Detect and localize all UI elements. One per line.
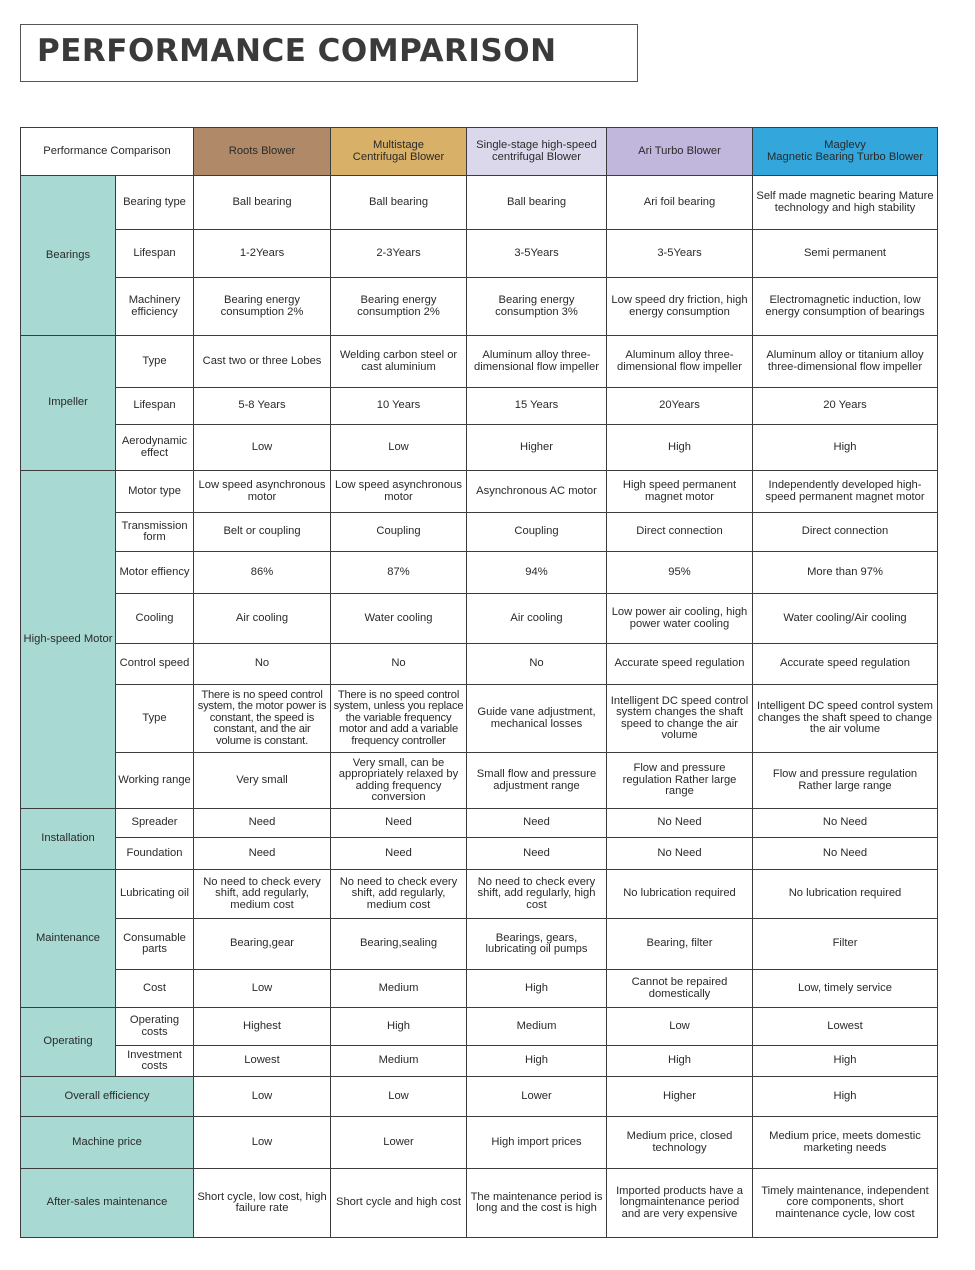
value-cell: Imported products have a longmaintenance period and are very expensive bbox=[607, 1169, 753, 1238]
value-cell: There is no speed control system, the motor power is constant, the speed is constant, and the air volume is constant. bbox=[194, 685, 331, 753]
value-cell: 20 Years bbox=[753, 388, 938, 425]
value-cell: Medium price, meets domestic marketing needs bbox=[753, 1117, 938, 1169]
value-cell: Guide vane adjustment, mechanical losses bbox=[467, 685, 607, 753]
value-cell: Need bbox=[467, 809, 607, 838]
header-line: Maglevy bbox=[824, 139, 866, 151]
table-row bbox=[21, 685, 938, 753]
value-cell: Aluminum alloy three-dimensional flow impeller bbox=[467, 336, 607, 388]
value-cell: High bbox=[753, 425, 938, 471]
value-cell: Coupling bbox=[331, 513, 467, 552]
value-cell: High bbox=[331, 1008, 467, 1046]
value-cell: Bearing, filter bbox=[607, 919, 753, 970]
header-line: Magnetic Bearing Turbo Blower bbox=[766, 150, 924, 163]
value-cell: Higher bbox=[467, 425, 607, 471]
subcategory-cell: Lifespan bbox=[116, 230, 194, 278]
value-cell: Short cycle and high cost bbox=[331, 1169, 467, 1238]
value-cell: High bbox=[467, 970, 607, 1008]
value-cell: Low bbox=[331, 1077, 467, 1117]
value-cell: 94% bbox=[467, 552, 607, 594]
subcategory-cell: Cost bbox=[116, 970, 194, 1008]
comparison-table bbox=[20, 127, 938, 1238]
subcategory-cell: Working range bbox=[116, 753, 194, 809]
subcategory-cell: Bearing type bbox=[116, 176, 194, 230]
value-cell: Higher bbox=[607, 1077, 753, 1117]
table-row bbox=[21, 809, 938, 838]
table-row bbox=[21, 278, 938, 336]
subcategory-cell: Type bbox=[116, 685, 194, 753]
subcategory-cell: Investment costs bbox=[116, 1046, 194, 1077]
subcategory-cell: Motor type bbox=[116, 471, 194, 513]
table-row bbox=[21, 838, 938, 870]
value-cell: Need bbox=[194, 838, 331, 870]
value-cell: No Need bbox=[607, 838, 753, 870]
table-row bbox=[21, 970, 938, 1008]
value-cell: Belt or coupling bbox=[194, 513, 331, 552]
value-cell: Filter bbox=[753, 919, 938, 970]
category-cell: Operating bbox=[21, 1008, 116, 1077]
value-cell: 15 Years bbox=[467, 388, 607, 425]
value-cell: Medium price, closed technology bbox=[607, 1117, 753, 1169]
page-title: PERFORMANCE COMPARISON bbox=[37, 33, 557, 69]
value-cell: Flow and pressure regulation Rather large range bbox=[753, 753, 938, 809]
subcategory-cell: Lifespan bbox=[116, 388, 194, 425]
value-cell: There is no speed control system, unless you replace the variable frequency motor and add a variable frequency controller bbox=[331, 685, 467, 753]
header-line: Centrifugal Blower bbox=[352, 150, 445, 163]
category-cell: Impeller bbox=[21, 336, 116, 471]
value-cell: 95% bbox=[607, 552, 753, 594]
value-cell: Low bbox=[194, 1117, 331, 1169]
value-cell: No need to check every shift, add regularly, high cost bbox=[467, 870, 607, 919]
table-row bbox=[21, 513, 938, 552]
value-cell: Independently developed high-speed permanent magnet motor bbox=[753, 471, 938, 513]
value-cell: Low speed asynchronous motor bbox=[331, 471, 467, 513]
value-cell: High bbox=[753, 1077, 938, 1117]
value-cell: 86% bbox=[194, 552, 331, 594]
value-cell: Need bbox=[467, 838, 607, 870]
value-cell: Bearings, gears, lubricating oil pumps bbox=[467, 919, 607, 970]
value-cell: Cast two or three Lobes bbox=[194, 336, 331, 388]
value-cell: Very small, can be appropriately relaxed by adding frequency conversion bbox=[331, 753, 467, 809]
value-cell: High speed permanent magnet motor bbox=[607, 471, 753, 513]
value-cell: High import prices bbox=[467, 1117, 607, 1169]
title-box bbox=[20, 24, 638, 82]
value-cell: Air cooling bbox=[194, 594, 331, 644]
value-cell: No bbox=[331, 644, 467, 685]
table-row bbox=[21, 753, 938, 809]
value-cell: Need bbox=[331, 838, 467, 870]
value-cell: Low power air cooling, high power water cooling bbox=[607, 594, 753, 644]
table-row bbox=[21, 1077, 938, 1117]
table-row bbox=[21, 1169, 938, 1238]
subcategory-cell: Machinery efficiency bbox=[116, 278, 194, 336]
value-cell: More than 97% bbox=[753, 552, 938, 594]
value-cell: Welding carbon steel or cast aluminium bbox=[331, 336, 467, 388]
value-cell: No need to check every shift, add regularly, medium cost bbox=[331, 870, 467, 919]
subcategory-cell: Transmission form bbox=[116, 513, 194, 552]
header-performance-comparison: Performance Comparison bbox=[21, 128, 194, 176]
value-cell: Bearing energy consumption 3% bbox=[467, 278, 607, 336]
table-row bbox=[21, 336, 938, 388]
category-cell: Installation bbox=[21, 809, 116, 870]
value-cell: Bearing energy consumption 2% bbox=[331, 278, 467, 336]
value-cell: Low bbox=[194, 1077, 331, 1117]
value-cell: Low speed dry friction, high energy consumption bbox=[607, 278, 753, 336]
subcategory-cell: Control speed bbox=[116, 644, 194, 685]
value-cell: Aluminum alloy three-dimensional flow impeller bbox=[607, 336, 753, 388]
header-line: Single-stage high-speed bbox=[476, 139, 597, 151]
subcategory-cell: Motor effiency bbox=[116, 552, 194, 594]
value-cell: 2-3Years bbox=[331, 230, 467, 278]
value-cell: Cannot be repaired domestically bbox=[607, 970, 753, 1008]
value-cell: Lowest bbox=[194, 1046, 331, 1077]
value-cell: Accurate speed regulation bbox=[607, 644, 753, 685]
value-cell: Need bbox=[194, 809, 331, 838]
header-row bbox=[21, 128, 938, 176]
value-cell: Ball bearing bbox=[194, 176, 331, 230]
header-roots-blower: Roots Blower bbox=[194, 128, 331, 176]
category-cell: After-sales maintenance bbox=[21, 1169, 194, 1238]
value-cell: No lubrication required bbox=[753, 870, 938, 919]
value-cell: Low bbox=[607, 1008, 753, 1046]
header-ari-turbo-blower: Ari Turbo Blower bbox=[607, 128, 753, 176]
category-cell: Overall efficiency bbox=[21, 1077, 194, 1117]
value-cell: Bearing,sealing bbox=[331, 919, 467, 970]
value-cell: Intelligent DC speed control system changes the shaft speed to change the air volume bbox=[753, 685, 938, 753]
subcategory-cell: Operating costs bbox=[116, 1008, 194, 1046]
value-cell: Medium bbox=[467, 1008, 607, 1046]
value-cell: Highest bbox=[194, 1008, 331, 1046]
value-cell: Ari foil bearing bbox=[607, 176, 753, 230]
value-cell: Flow and pressure regulation Rather large range bbox=[607, 753, 753, 809]
header-single-stage-centrifugal bbox=[467, 128, 607, 176]
subcategory-cell: Foundation bbox=[116, 838, 194, 870]
value-cell: Low, timely service bbox=[753, 970, 938, 1008]
value-cell: Direct connection bbox=[753, 513, 938, 552]
value-cell: Self made magnetic bearing Mature technology and high stability bbox=[753, 176, 938, 230]
value-cell: Medium bbox=[331, 970, 467, 1008]
value-cell: 5-8 Years bbox=[194, 388, 331, 425]
value-cell: Intelligent DC speed control system changes the shaft speed to change the air volume bbox=[607, 685, 753, 753]
table-row bbox=[21, 1008, 938, 1046]
value-cell: High bbox=[467, 1046, 607, 1077]
value-cell: Direct connection bbox=[607, 513, 753, 552]
subcategory-cell: Cooling bbox=[116, 594, 194, 644]
subcategory-cell: Spreader bbox=[116, 809, 194, 838]
value-cell: No Need bbox=[753, 809, 938, 838]
value-cell: Bearing,gear bbox=[194, 919, 331, 970]
table-row bbox=[21, 471, 938, 513]
value-cell: Low bbox=[194, 970, 331, 1008]
value-cell: Ball bearing bbox=[331, 176, 467, 230]
value-cell: Electromagnetic induction, low energy consumption of bearings bbox=[753, 278, 938, 336]
value-cell: Water cooling/Air cooling bbox=[753, 594, 938, 644]
header-line: centrifugal Blower bbox=[492, 150, 581, 163]
table-row bbox=[21, 425, 938, 471]
value-cell: High bbox=[753, 1046, 938, 1077]
value-cell: 3-5Years bbox=[607, 230, 753, 278]
value-cell: Short cycle, low cost, high failure rate bbox=[194, 1169, 331, 1238]
value-cell: Timely maintenance, independent core components, short maintenance cycle, low cost bbox=[753, 1169, 938, 1238]
table-row bbox=[21, 870, 938, 919]
value-cell: No need to check every shift, add regularly, medium cost bbox=[194, 870, 331, 919]
value-cell: No bbox=[467, 644, 607, 685]
table-row bbox=[21, 1117, 938, 1169]
category-cell: Maintenance bbox=[21, 870, 116, 1008]
table-row bbox=[21, 176, 938, 230]
value-cell: 3-5Years bbox=[467, 230, 607, 278]
table-row bbox=[21, 230, 938, 278]
value-cell: 20Years bbox=[607, 388, 753, 425]
value-cell: Low bbox=[194, 425, 331, 471]
subcategory-cell: Lubricating oil bbox=[116, 870, 194, 919]
value-cell: Small flow and pressure adjustment range bbox=[467, 753, 607, 809]
value-cell: Semi permanent bbox=[753, 230, 938, 278]
header-multistage-centrifugal bbox=[331, 128, 467, 176]
value-cell: Air cooling bbox=[467, 594, 607, 644]
value-cell: Medium bbox=[331, 1046, 467, 1077]
value-cell: Lower bbox=[467, 1077, 607, 1117]
value-cell: The maintenance period is long and the cost is high bbox=[467, 1169, 607, 1238]
table-row bbox=[21, 594, 938, 644]
value-cell: High bbox=[607, 425, 753, 471]
value-cell: 1-2Years bbox=[194, 230, 331, 278]
value-cell: No Need bbox=[607, 809, 753, 838]
table-row bbox=[21, 644, 938, 685]
value-cell: Need bbox=[331, 809, 467, 838]
value-cell: Ball bearing bbox=[467, 176, 607, 230]
value-cell: No bbox=[194, 644, 331, 685]
value-cell: High bbox=[607, 1046, 753, 1077]
header-maglevy-turbo-blower bbox=[753, 128, 938, 176]
value-cell: No lubrication required bbox=[607, 870, 753, 919]
value-cell: Coupling bbox=[467, 513, 607, 552]
table-row bbox=[21, 1046, 938, 1077]
value-cell: Lower bbox=[331, 1117, 467, 1169]
value-cell: Lowest bbox=[753, 1008, 938, 1046]
value-cell: Asynchronous AC motor bbox=[467, 471, 607, 513]
category-cell: Machine price bbox=[21, 1117, 194, 1169]
subcategory-cell: Aerodynamic effect bbox=[116, 425, 194, 471]
value-cell: Bearing energy consumption 2% bbox=[194, 278, 331, 336]
table-row bbox=[21, 388, 938, 425]
value-cell: Low speed asynchronous motor bbox=[194, 471, 331, 513]
table-row bbox=[21, 919, 938, 970]
category-cell: Bearings bbox=[21, 176, 116, 336]
category-cell: High-speed Motor bbox=[21, 471, 116, 809]
header-line: Multistage bbox=[373, 139, 424, 151]
value-cell: No Need bbox=[753, 838, 938, 870]
value-cell: Low bbox=[331, 425, 467, 471]
subcategory-cell: Consumable parts bbox=[116, 919, 194, 970]
value-cell: Aluminum alloy or titanium alloy three-dimensional flow impeller bbox=[753, 336, 938, 388]
value-cell: Water cooling bbox=[331, 594, 467, 644]
value-cell: 87% bbox=[331, 552, 467, 594]
table-row bbox=[21, 552, 938, 594]
value-cell: 10 Years bbox=[331, 388, 467, 425]
subcategory-cell: Type bbox=[116, 336, 194, 388]
value-cell: Accurate speed regulation bbox=[753, 644, 938, 685]
value-cell: Very small bbox=[194, 753, 331, 809]
